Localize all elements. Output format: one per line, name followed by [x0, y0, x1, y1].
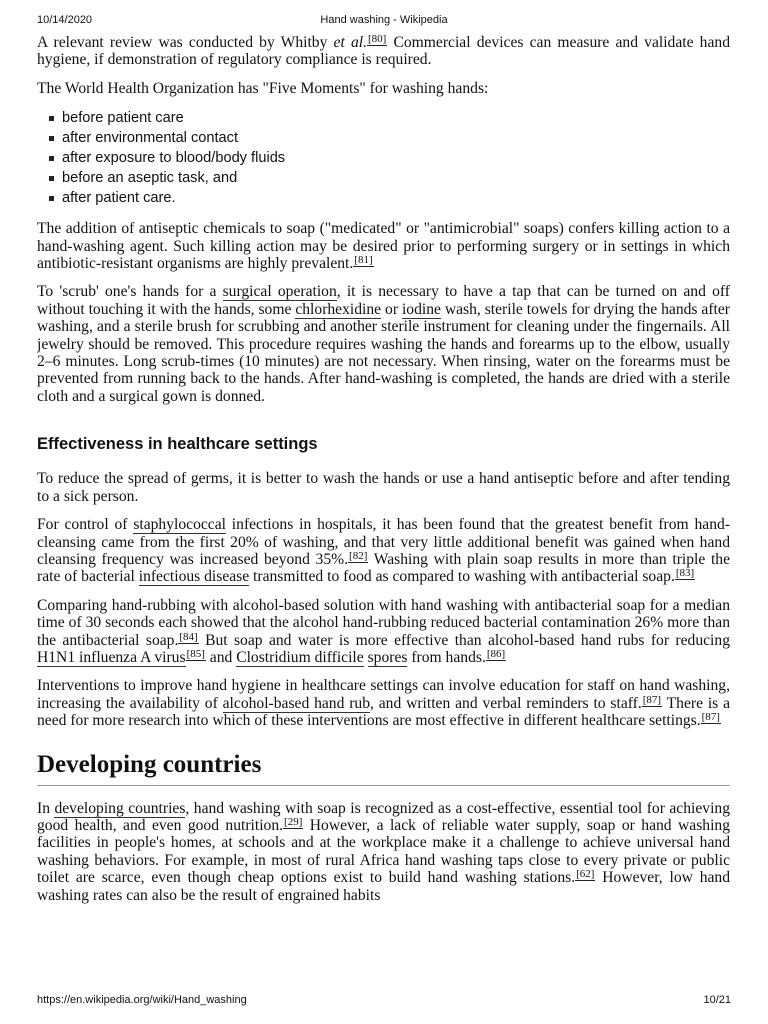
citation[interactable]: [82]	[349, 549, 368, 562]
list-item: before patient care	[37, 108, 730, 128]
link-spores[interactable]: spores	[367, 648, 408, 666]
paragraph-hand-rubbing: Comparing hand-rubbing with alcohol-based solution with hand washing with antibacterial soap for a median time of 30 seconds each showed that the alcohol hand-rubbing reduced bacterial contamination 26% more than the antibacterial soap.[84] But soap and water is more effective than alcohol-based hand rubs for reducing H1N1 influenza A virus[85] and Clostridium difficile spores from hands.[86]	[37, 596, 730, 666]
citation[interactable]: [84]	[179, 630, 198, 643]
list-item: after exposure to blood/body fluids	[37, 148, 730, 168]
print-title: Hand washing - Wikipedia	[320, 14, 448, 26]
citation[interactable]: [80]	[367, 34, 387, 45]
paragraph-staph: For control of staphylococcal infections in hospitals, it has been found that the greatest benefit from hand-cleansing came from the first 20% of washing, and that very little additional benefit was gained when hand cleansing frequency was increased beyond 35%.[82] Washing with plain soap results in more than triple the rate of bacterial infectious disease transmitted to food as compared to washing with antibacterial soap.[83]	[37, 516, 730, 586]
section-heading-effectiveness: Effectiveness in healthcare settings	[37, 435, 318, 454]
page-number: 10/21	[703, 994, 731, 1006]
section-heading-developing-countries: Developing countries	[37, 750, 730, 786]
print-date: 10/14/2020	[37, 14, 93, 26]
link-clostridium-difficile[interactable]: Clostridium difficile	[236, 648, 364, 666]
citation[interactable]: [81]	[354, 254, 373, 267]
link-staphylococcal[interactable]: staphylococcal	[133, 516, 226, 534]
link-h1n1[interactable]: H1N1 influenza A virus	[37, 648, 186, 666]
print-footer	[0, 994, 768, 1008]
link-surgical-operation[interactable]: surgical operation	[222, 283, 337, 301]
paragraph-scrub: To 'scrub' one's hands for a surgical operation, it is necessary to have a tap that can be turned on and off without touching it with the hands, some chlorhexidine or iodine wash, sterile towels for drying the hands after washing, and a sterile brush for scrubbing and another sterile instrument for cleaning under the fingernails. All jewelry should be removed. This procedure requires washing the hands and forearms up to the elbow, usually 2–6 minutes. Long scrub-times (10 minutes) are not necessary. When rinsing, water on the forearms must be prevented from running back to the hands. After hand-washing is completed, the hands are dried with a sterile cloth and a surgical gown is donned.	[37, 283, 730, 405]
link-developing-countries[interactable]: developing countries	[54, 799, 186, 817]
list-item: after environmental contact	[37, 128, 730, 148]
citation[interactable]: [87]	[701, 711, 720, 724]
citation[interactable]: [83]	[675, 567, 695, 580]
citation[interactable]: [86]	[486, 647, 506, 660]
paragraph-antiseptic: The addition of antiseptic chemicals to soap ("medicated" or "antimicrobial" soaps) confers killing action to a hand-washing agent. Such killing action may be desired prior to performing surgery or in settings in which antibiotic-resistant organisms are highly prevalent.[81]	[37, 220, 730, 273]
five-moments-list	[37, 108, 730, 208]
paragraph-who: The World Health Organization has "Five Moments" for washing hands:	[37, 79, 489, 97]
article-content	[37, 34, 730, 986]
list-item: after patient care.	[37, 188, 730, 208]
paragraph-developing: In developing countries, hand washing with soap is recognized as a cost-effective, essential tool for achieving good health, and even good nutrition.[29] However, a lack of reliable water supply, soap or hand washing facilities in people's homes, at schools and at the workplace make it a challenge to achieve universal hand washing behaviors. For example, in most of rural Africa hand washing taps close to every private or public toilet are scarce, even though cheap options exist to build hand washing stations.[62] However, low hand washing rates can also be the result of engrained habits	[37, 799, 730, 904]
paragraph-interventions: Interventions to improve hand hygiene in healthcare settings can involve education for staff on hand washing, increasing the availability of alcohol-based hand rub, and written and verbal reminders to staff.[87] There is a need for more research into which of these interventions are most effective in different healthcare settings.[87]	[37, 677, 730, 730]
link-iodine[interactable]: iodine	[401, 300, 441, 318]
paragraph-spread: To reduce the spread of germs, it is better to wash the hands or use a hand antiseptic before and after tending to a sick person.	[37, 470, 730, 505]
paragraph-review: A relevant review was conducted by Whitby et al.[80] Commercial devices can measure and validate hand hygiene, if demonstration of regulatory compliance is required.	[37, 34, 730, 69]
citation[interactable]: [62]	[576, 868, 595, 881]
print-url: https://en.wikipedia.org/wiki/Hand_washing	[37, 994, 247, 1006]
link-infectious-disease[interactable]: infectious disease	[138, 568, 250, 586]
citation[interactable]: [87]	[642, 693, 662, 706]
link-alcohol-based-hand-rub[interactable]: alcohol-based hand rub	[222, 694, 371, 712]
citation[interactable]: [29]	[284, 815, 303, 828]
link-chlorhexidine[interactable]: chlorhexidine	[295, 300, 382, 318]
list-item: before an aseptic task, and	[37, 168, 730, 188]
print-header	[0, 14, 768, 28]
citation[interactable]: [85]	[186, 647, 205, 660]
